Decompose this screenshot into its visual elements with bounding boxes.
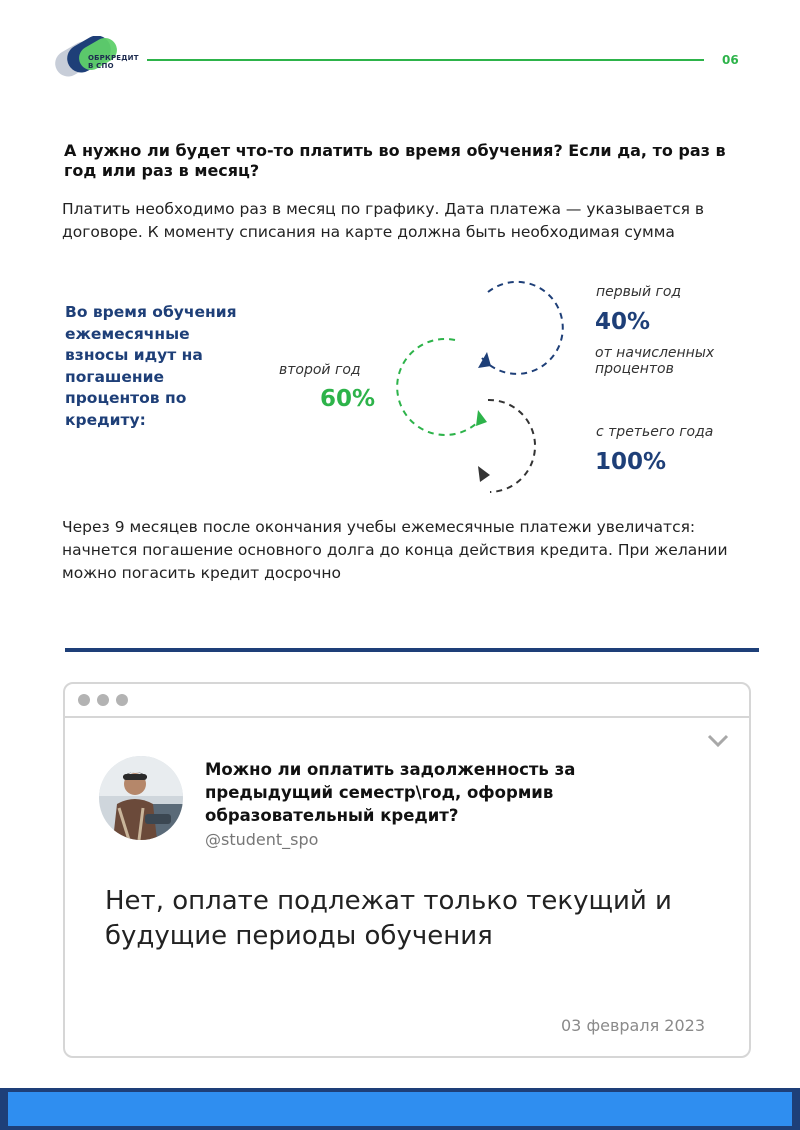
card-date: 03 февраля 2023 [561,1016,706,1035]
second-year-arc [397,339,480,435]
avatar [99,756,183,840]
after-graduation-paragraph: Через 9 месяцев после окончания учебы ежемесячные платежи увеличатся: начнется погашение основного долга до конца действия кредита. При желании можно погасить кредит досрочно [62,518,728,582]
author-handle[interactable]: @student_spo [205,830,319,849]
first-year-percent: 40% [595,309,651,335]
window-dot-icon [97,694,109,706]
card-titlebar [65,684,749,718]
first-year-label: первый год [596,284,682,300]
card-answer: Нет, оплате подлежат только текущий и будущие периоды обучения [105,886,672,951]
payment-cycle-diagram [370,270,590,502]
third-year-label: с третьего года [596,424,714,440]
first-year-arrow [478,352,491,368]
chevron-down-icon[interactable] [707,734,729,748]
second-year-label: второй год [279,362,361,378]
first-year-note: от начисленных процентов [595,345,715,377]
section-divider [65,648,759,652]
faq-card [63,682,751,1058]
third-year-percent: 100% [595,449,667,475]
answer-paragraph: Платить необходимо раз в месяц по графику. Дата платежа — указывается в договоре. К моменту списания на карте должна быть необходимая сумма [62,200,704,241]
window-dot-icon [78,694,90,706]
header-divider [147,59,704,61]
window-dot-icon [116,694,128,706]
second-year-arrow [476,410,487,426]
payment-note: Во время обучения ежемесячные взносы идут на погашение процентов по кредиту: [65,303,237,429]
page-number: 06 [722,53,739,67]
third-year-arc [488,400,535,492]
question-heading: А нужно ли будет что-то платить во время обучения? Если да, то раз в год или раз в месяц? [64,141,726,180]
card-question: Можно ли оплатить задолженность за предыдущий семестр\год, оформив образовательный кредит? [205,760,576,825]
first-year-arc [482,282,563,374]
second-year-percent: 60% [320,386,376,412]
footer-bar-inner [8,1092,792,1126]
logo-text: ОБРКРЕДИТ В СПО [88,54,139,70]
third-year-arrow [478,466,490,482]
